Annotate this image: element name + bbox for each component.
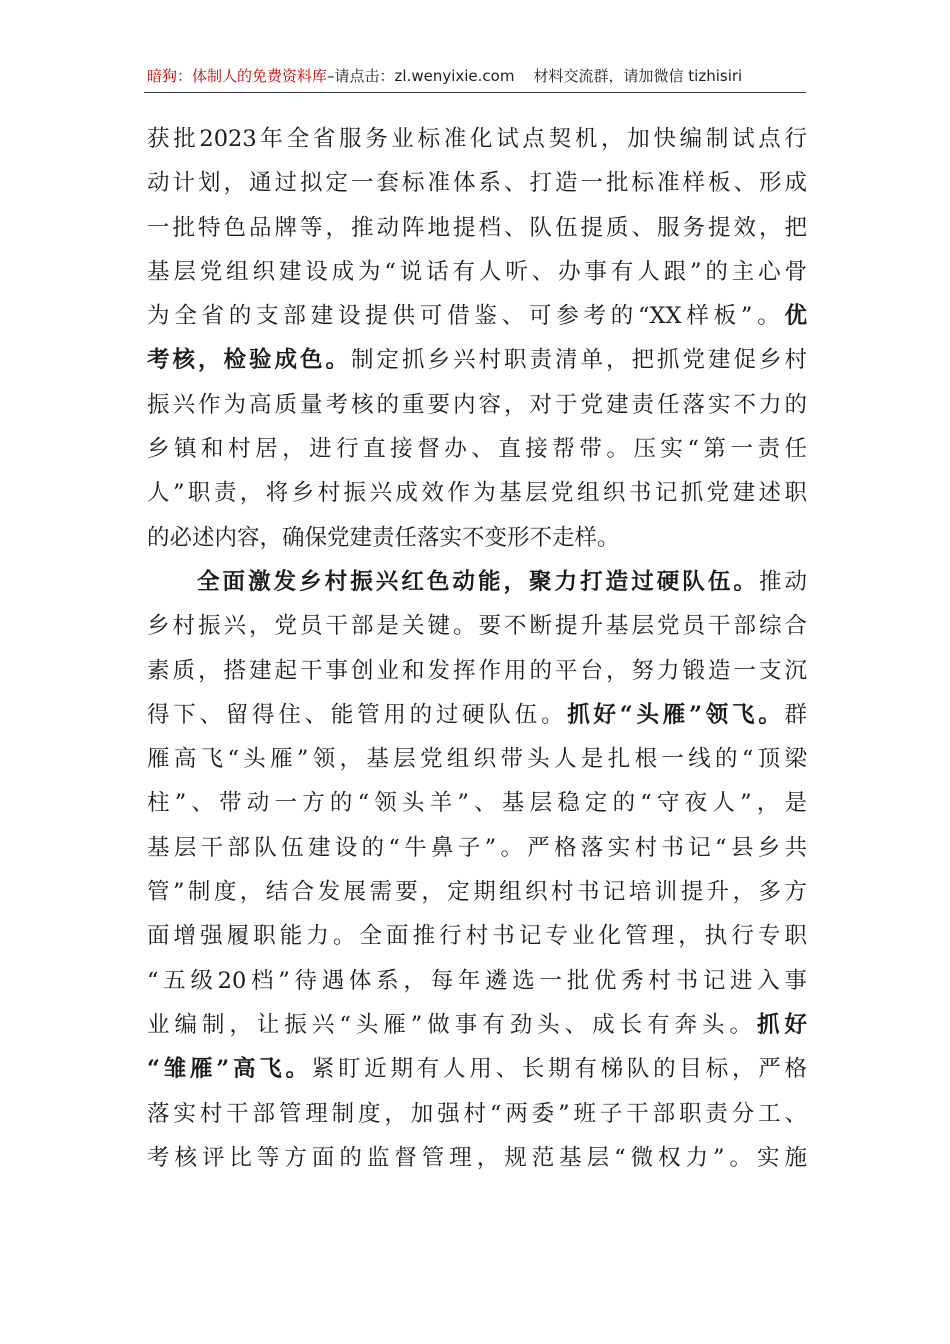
- paragraph-line: [147, 250, 807, 294]
- paragraph-line: [147, 870, 807, 914]
- body-text-segment: 业编制，让振兴“头雁”做事有劲头、成长有奔头。: [147, 1011, 757, 1038]
- header-brand: 暗狗：体制人的免费资料库: [147, 67, 328, 85]
- body-text-segment: 为全省的支部建设提供可借鉴、可参考的“XX样板”。: [147, 303, 785, 330]
- paragraph-line: [147, 427, 807, 471]
- paragraph-line: [147, 1003, 807, 1047]
- paragraph-line: [147, 914, 807, 958]
- paragraph-line: [147, 161, 807, 205]
- body-text-segment: 面增强履职能力。全面推行村书记专业化管理，执行专职: [147, 923, 807, 950]
- paragraph-line: [147, 294, 807, 338]
- paragraph-line: [147, 1092, 807, 1136]
- paragraph-line: [147, 781, 807, 825]
- body-text-segment: 素质，搭建起干事创业和发挥作用的平台，努力锻造一支沉: [147, 657, 807, 684]
- body-text-segment: 一批特色品牌等，推动阵地提档、队伍提质、服务提效，把: [147, 214, 807, 241]
- body-text-segment: 落实村干部管理制度，加强村“两委”班子干部职责分工、: [147, 1100, 807, 1127]
- body-text-segment: 乡镇和村居，进行直接督办、直接帮带。压实“第一责任: [147, 436, 807, 463]
- body-text-segment: 动计划，通过拟定一套标准体系、打造一批标准样板、形成: [147, 170, 807, 197]
- bold-heading-text: 考核，检验成色。: [147, 347, 351, 374]
- body-text-segment: 考核评比等方面的监督管理，规范基层“微权力”。实施: [147, 1144, 807, 1171]
- body-text-segment: 雁高飞“头雁”领，基层党组织带头人是扎根一线的“顶梁: [147, 746, 807, 773]
- body-text-segment: 推动: [758, 568, 807, 595]
- body-text-segment: 管”制度，结合发展需要，定期组织村书记培训提升，多方: [147, 879, 807, 906]
- body-text-segment: 人”职责，将乡村振兴成效作为基层党组织书记抓党建述职: [147, 480, 807, 507]
- document-body: [147, 117, 807, 1180]
- paragraph-line: [147, 117, 807, 161]
- body-text-segment: 的必述内容，确保党建责任落实不变形不走样。: [147, 524, 620, 551]
- body-text-segment: 得下、留得住、能管用的过硬队伍。: [147, 701, 568, 728]
- paragraph-line: [147, 471, 807, 515]
- paragraph-line: [147, 693, 807, 737]
- body-text-segment: 群: [784, 701, 807, 728]
- bold-heading-text: “雏雁”高飞。: [147, 1056, 312, 1083]
- paragraph-line: [147, 604, 807, 648]
- header-divider: [144, 92, 806, 93]
- paragraph-line: [147, 737, 807, 781]
- body-text-segment: 获批2023年全省服务业标准化试点契机，加快编制试点行: [147, 126, 807, 152]
- paragraph-line: [147, 206, 807, 250]
- header-contact: 材料交流群，请加微信 tizhisiri: [533, 67, 743, 85]
- body-text-segment: 基层党组织建设成为“说话有人听、办事有人跟”的主心骨: [147, 258, 807, 285]
- bold-heading-text: 全面激发乡村振兴红色动能，聚力打造过硬队伍。: [197, 568, 759, 595]
- bold-heading-text: 抓好“头雁”领飞。: [567, 701, 785, 728]
- paragraph-line: [147, 1136, 807, 1180]
- body-text-segment: 乡村振兴，党员干部是关键。要不断提升基层党员干部综合: [147, 613, 807, 640]
- body-text-segment: 柱”、带动一方的“领头羊”、基层稳定的“守夜人”，是: [147, 790, 807, 817]
- body-text-segment: 基层干部队伍建设的“牛鼻子”。严格落实村书记“县乡共: [147, 834, 807, 861]
- paragraph-line: [147, 516, 807, 560]
- body-text-segment: “五级20档”待遇体系，每年遴选一批优秀村书记进入事: [147, 967, 807, 994]
- bold-heading-text: 抓好: [757, 1011, 807, 1038]
- header-link[interactable]: –请点击：zl.wenyixie.com: [327, 67, 515, 85]
- body-text-segment: 紧盯近期有人用、长期有梯队的目标，严格: [311, 1056, 807, 1083]
- body-text-segment: 制定抓乡兴村职责清单，把抓党建促乡村: [351, 347, 807, 374]
- bold-heading-text: 优: [784, 303, 807, 330]
- paragraph-line: [147, 649, 807, 693]
- paragraph-line: [147, 338, 807, 382]
- paragraph-line: [147, 959, 807, 1003]
- paragraph-line: [147, 560, 807, 604]
- paragraph-line: [147, 826, 807, 870]
- body-text-segment: 振兴作为高质量考核的重要内容，对于党建责任落实不力的: [147, 391, 807, 418]
- paragraph-line: [147, 1047, 807, 1091]
- paragraph-line: [147, 383, 807, 427]
- page-header: [147, 66, 807, 86]
